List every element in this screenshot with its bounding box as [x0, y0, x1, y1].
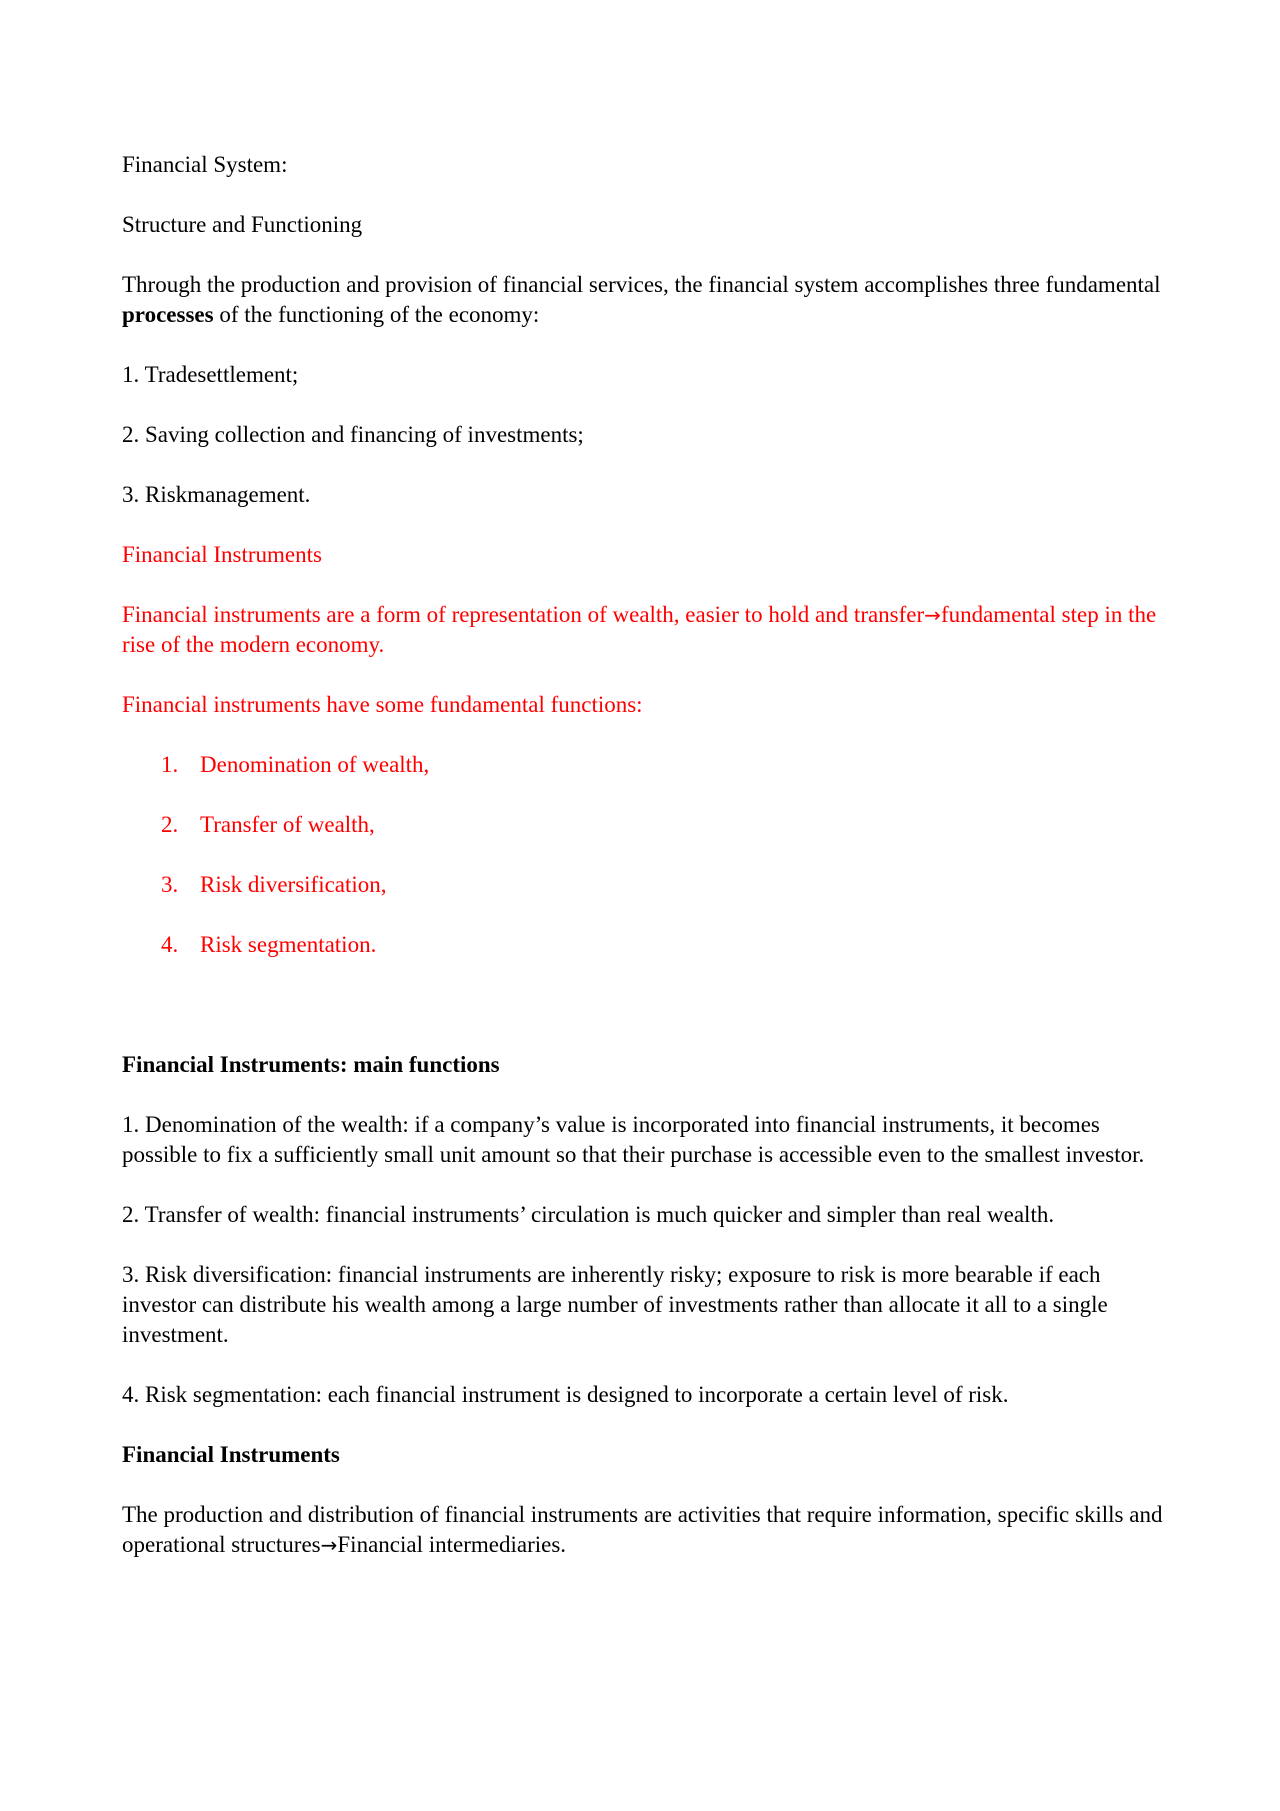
list-item-text: Risk segmentation. [200, 932, 377, 957]
main-function-item-4: 4. Risk segmentation: each financial instrument is designed to incorporate a certain level of risk. [122, 1382, 1009, 1407]
instruments-text-end: Financial intermediaries. [337, 1532, 567, 1557]
red-section-heading: Financial Instruments [122, 542, 322, 567]
main-function-item-2: 2. Transfer of wealth: financial instruments’ circulation is much quicker and simpler than real wealth. [122, 1202, 1055, 1227]
process-item-3: 3. Riskmanagement. [122, 482, 311, 507]
document-subtitle: Structure and Functioning [122, 212, 363, 237]
list-item [122, 810, 1172, 840]
intro-text-end: of the functioning of the economy: [213, 302, 540, 327]
list-item-number: 4. [161, 932, 179, 957]
list-item-text: Transfer of wealth, [200, 812, 375, 837]
list-item-text: Denomination of wealth, [200, 752, 430, 777]
section-spacer [122, 990, 1172, 1050]
intro-bold-word: processes [122, 302, 214, 327]
list-item-number: 3. [161, 872, 179, 897]
main-function-item-1: 1. Denomination of the wealth: if a company’s value is incorporated into financial instruments, it becomes possible to fix a sufficiently small unit amount so that their purchase is accessible even to the smallest investor. [122, 1112, 1145, 1167]
instruments-text-start: The production and distribution of financial instruments are activities that require information, specific skills and operational structures [122, 1502, 1163, 1557]
right-arrow-icon: → [924, 603, 941, 627]
instruments-paragraph [122, 1500, 1172, 1560]
list-item-number: 2. [161, 812, 179, 837]
list-item [122, 870, 1172, 900]
instruments-heading: Financial Instruments [122, 1442, 340, 1467]
right-arrow-icon: → [320, 1533, 338, 1557]
document-title: Financial System: [122, 152, 288, 177]
intro-text-start: Through the production and provision of financial services, the financial system accomplishes three fundamental [122, 272, 1161, 297]
list-item-number: 1. [161, 752, 179, 777]
main-function-item-3: 3. Risk diversification: financial instruments are inherently risky; exposure to risk is more bearable if each investor can distribute his wealth among a large number of investments rather than allocate it all to a single investment. [122, 1262, 1108, 1347]
process-item-1: 1. Tradesettlement; [122, 362, 299, 387]
definition-text-end: fundamental step in the rise of the modern economy. [122, 602, 1157, 657]
list-item-text: Risk diversification, [200, 872, 387, 897]
definition-text-start: Financial instruments are a form of representation of wealth, easier to hold and transfer [122, 602, 925, 627]
instruments-definition [122, 600, 1172, 660]
list-item [122, 750, 1172, 780]
intro-paragraph [122, 270, 1172, 330]
process-item-2: 2. Saving collection and financing of investments; [122, 422, 584, 447]
document-page [122, 150, 1172, 1590]
functions-list [122, 750, 1172, 960]
main-functions-heading: Financial Instruments: main functions [122, 1052, 500, 1077]
list-item [122, 930, 1172, 960]
functions-intro: Financial instruments have some fundamental functions: [122, 692, 643, 717]
